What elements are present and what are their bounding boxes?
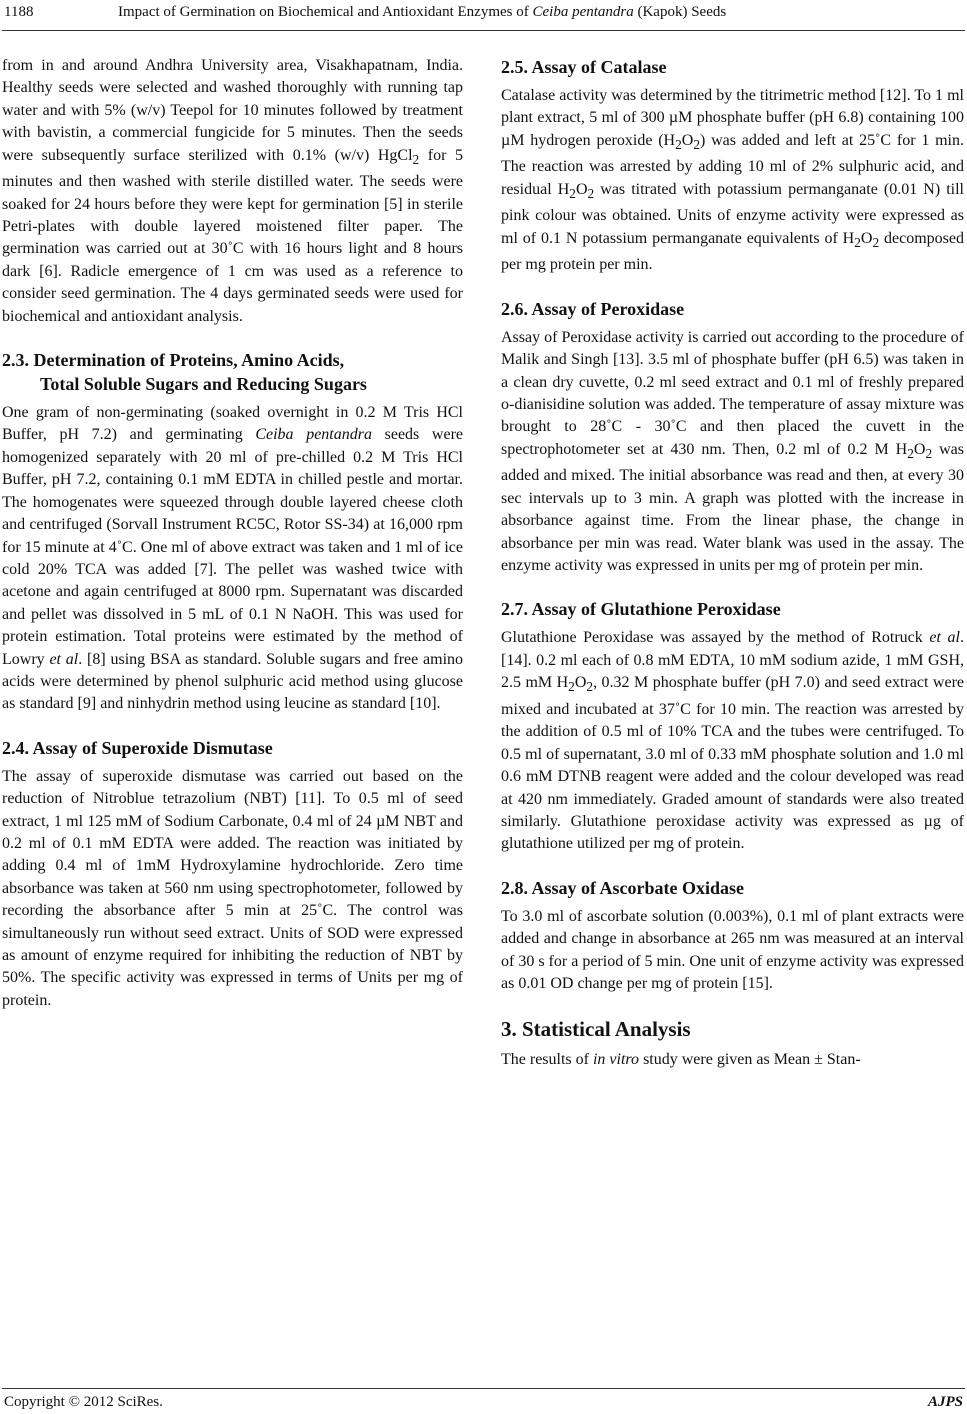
section-3-heading: 3. Statistical Analysis bbox=[501, 1017, 691, 1042]
section-3-paragraph: The results of in vitro study were given as Mean ± Stan- bbox=[501, 1051, 861, 1069]
running-title: Impact of Germination on Biochemical and Antioxidant Enzymes of Ceiba pentandra (Kapok) Seeds bbox=[118, 4, 727, 20]
section-2-8-heading: 2.8. Assay of Ascorbate Oxidase bbox=[501, 877, 744, 898]
section-2-5-paragraph: Catalase activity was determined by the titrimetric method [12]. To 1 ml plant extract, 5 ml of 300 µM phosphate buffer (pH 6.8) containing 100 µM hydrogen peroxide $(H_2O_2)$ was added and left at 25˚C for 1 min. The reaction was arrested by adding 10 ml of 2% sulphuric acid, and residual $H_2O_2$ was titrated with potassium permanganate (0.01 N) till pink colour was obtained. Units of enzyme activity were expressed as ml of 0.1 N potassium permanganate equivalents of $H_2O_2$ decomposed per mg protein per min. bbox=[501, 87, 965, 274]
section-2-3-heading: 2.3. Determination of Proteins, Amino Acids, Total Soluble Sugars and Reducing Sugars bbox=[2, 350, 367, 395]
page-footer bbox=[0, 1388, 967, 1412]
section-2-7-paragraph: Glutathione Peroxidase was assayed by the method of Rotruck et al. [14]. 0.2 ml each of 0.8 mM EDTA, 10 mM sodium azide, 1 mM GSH, 2.5 mM $H_2O_2$, 0.32 M phosphate buffer (pH 7.0) and seed extract were mixed and incubated at 37˚C for 10 min. The reaction was arrested by the addition of 0.5 ml of 10% TCA and the tubes were centrifuged. To 0.5 ml of supernatant, 3.0 ml of 0.33 mM phosphate solution and 1.0 ml 0.6 mM DTNB reagent were added and the colour developed was read at 420 nm immediately. Graded amount of standards were also treated similarly. Glutathione peroxidase activity was expressed as µg of glutathione utilized per mg of protein. bbox=[501, 629, 965, 853]
section-2-5-heading: 2.5. Assay of Catalase bbox=[501, 57, 667, 77]
running-header bbox=[0, 4, 967, 26]
right-column bbox=[501, 55, 964, 1072]
section-2-8-paragraph: To 3.0 ml of ascorbate solution (0.003%), 0.1 ml of plant extracts were added and change in absorbance at 265 nm was measured at an interval of 30 s for a period of 5 min. One unit of enzyme activity was expressed as 0.01 OD change per mg of protein [15]. bbox=[501, 907, 964, 992]
footer-rule bbox=[2, 1388, 965, 1389]
section-2-4-heading: 2.4. Assay of Superoxide Dismutase bbox=[2, 737, 273, 758]
section-2-4-paragraph: The assay of superoxide dismutase was carried out based on the reduction of Nitroblue tetrazolium (NBT) [11]. To 0.5 ml of seed extract, 1 ml 125 mM of Sodium Carbonate, 0.4 ml of 24 µM NBT and 0.2 ml of 0.1 mM EDTA were added. The reaction was initiated by adding 0.4 ml of 1mM Hydroxylamine hydrochloride. Zero time absorbance was taken at 560 nm using spectrophotometer, followed by recording the absorbance after 5 min at 25˚C. The control was simultaneously run without seed extract. Units of SOD were expressed as amount of enzyme required for inhibiting the reduction of NBT by 50%. The specific activity was expressed in terms of Units per mg of protein. bbox=[2, 767, 463, 1009]
section-2-7-heading: 2.7. Assay of Glutathione Peroxidase bbox=[501, 599, 781, 620]
copyright-notice: Copyright © 2012 SciRes. bbox=[4, 1394, 163, 1410]
page-number: 1188 bbox=[4, 4, 34, 20]
left-column bbox=[2, 55, 463, 1012]
section-2-3-paragraph: One gram of non-germinating (soaked overnight in 0.2 M Tris HCl Buffer, pH 7.2) and germinating Ceiba pentandra seeds were homogenized separately with 20 ml of pre-chilled 0.2 M Tris HCl Buffer, pH 7.2, containing 0.1 mM EDTA in chilled pestle and mortar. The homogenates were squeezed through double layered cheese cloth and centrifuged (Sorvall Instrument RC5C, Rotor SS-34) at 16,000 rpm for 15 minute at 4˚C. One ml of above extract was taken and 1 ml of ice cold 20% TCA was added [7]. The pellet was washed twice with acetone and again centrifuged at 8000 rpm. Supernatant was discarded and pellet was dissolved in 5 mL of 0.1 N NaOH. This was used for protein estimation. Total proteins were estimated by the method of Lowry et al. [8] using BSA as standard. Soluble sugars and free amino acids were determined by phenol sulphuric acid method using glucose as standard [9] and ninhydrin method using leucine as standard [10]. bbox=[2, 404, 464, 713]
section-2-6-heading: 2.6. Assay of Peroxidase bbox=[501, 298, 685, 319]
section-2-6-paragraph: Assay of Peroxidase activity is carried out according to the procedure of Malik and Singh [13]. 3.5 ml of phosphate buffer (pH 6.5) was taken in a clean dry cuvette, 0.2 ml seed extract and 0.1 ml of freshly prepared o-dianisidine solution was added. The temperature of assay mixture was brought to 28˚C - 30˚C and then placed the cuvett in the spectrophotometer set at 430 nm. Then, 0.2 ml of 0.2 M $H_2O_2$ was added and mixed. The initial absorbance was read and then, at every 30 sec intervals up to 3 min. A graph was plotted with the increase in absorbance against time. From the linear phase, the change in absorbance per min was read. Water blank was used in the assay. The enzyme activity was expressed in units per mg of protein per min. bbox=[501, 328, 965, 575]
intro-paragraph: from in and around Andhra University area, Visakhapatnam, India. Healthy seeds were selected and washed thoroughly with running tap water and with 5% (w/v) Teepol for 10 minutes followed by treatment with bavistin, a commercial fungicide for 5 minutes. Then the seeds were subsequently surface sterilized with 0.1% (w/v) HgCl$_2$ for 5 minutes and then washed with sterile distilled water. The seeds were soaked for 24 hours before they were kept for germination [5] in sterile Petri-plates with double layered moistened filter paper. The germination was carried out at 30˚C with 16 hours light and 8 hours dark [6]. Radicle emergence of 1 cm was used as a reference to consider seed germination. The 4 days germinated seeds were used for biochemical and antioxidant analysis. bbox=[2, 57, 464, 325]
header-rule bbox=[2, 30, 965, 31]
journal-abbreviation: AJPS bbox=[927, 1394, 963, 1410]
